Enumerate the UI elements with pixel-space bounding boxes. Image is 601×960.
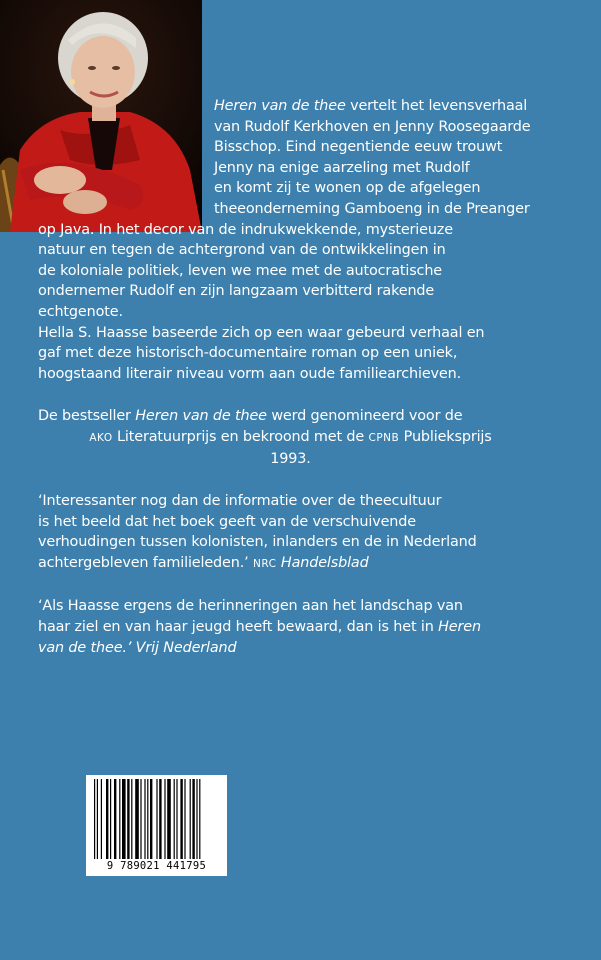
book-title: Heren van de thee [135, 408, 267, 425]
award-line-3: 1993. [270, 450, 311, 467]
summary-line: hoogstaand literair niveau vorm aan oude familiearchieven. [38, 365, 462, 382]
quote-line: verhoudingen tussen kolonisten, inlanders en de in Nederland [38, 534, 477, 551]
summary-line: theeonderneming Gamboeng in de Preanger [214, 200, 530, 217]
award-line-2 [38, 427, 583, 449]
summary-line-1 [38, 96, 583, 117]
quote-line: ‘Als Haasse ergens de herinneringen aan het landschap van [38, 598, 463, 615]
summary-line: van Rudolf Kerkhoven en Jenny Roosegaarde [214, 118, 531, 135]
quote-text: haar ziel en van haar jeugd heeft bewaard, dan is het in [38, 619, 439, 636]
summary-line: Hella S. Haasse baseerde zich op een waar gebeurd verhaal en [38, 324, 485, 341]
award-text: De bestseller [38, 408, 136, 425]
summary-line: Bisschop. Eind negentiende eeuw trouwt [214, 139, 503, 156]
quote-source-nrc: NRC [253, 557, 277, 570]
quote-text: achtergebleven familieleden.’ [38, 554, 253, 571]
quote-line: ‘Interessanter nog dan de informatie over de theecultuur [38, 493, 442, 510]
quote-line [38, 638, 583, 659]
ako-label: AKO [89, 431, 113, 444]
summary-line: de koloniale politiek, leven we mee met de autocratische [38, 262, 442, 279]
award-text: Publieksprijs [399, 428, 492, 445]
quote-source-handelsblad: Handelsblad [276, 554, 369, 571]
award-text: werd genomineerd voor de [266, 408, 463, 425]
isbn-barcode [86, 775, 227, 876]
summary-line: gaf met deze historisch-documentaire roman op een uniek, [38, 345, 458, 362]
book-title: Heren van de thee [214, 98, 346, 114]
summary-line: ondernemer Rudolf en zijn langzaam verbitterd rakende [38, 283, 435, 300]
quote-line [38, 553, 583, 575]
quote-line: is het beeld dat het boek geeft van de verschuivende [38, 513, 416, 530]
cpnb-label: CPNB [368, 431, 400, 444]
blurb [38, 96, 583, 658]
summary-line: en komt zij te wonen op de afgelegen [214, 180, 481, 197]
summary-line: Jenny na enige aarzeling met Rudolf [214, 159, 470, 176]
summary-line: natuur en tegen de achtergrond van de ontwikkelingen in [38, 242, 446, 259]
book-title: Heren [438, 619, 481, 636]
quote-line [38, 617, 583, 638]
quote-source-vrij-nederland: van de thee.’ Vrij Nederland [38, 639, 237, 656]
summary-text: vertelt het levensverhaal [345, 98, 528, 114]
award-text: Literatuurprijs en bekroond met de [112, 428, 369, 445]
award-line-1 [38, 406, 583, 427]
isbn-digits: 9 789021 441795 [106, 860, 207, 872]
barcode-bars [93, 779, 220, 859]
summary-line: op Java. In het decor van de indrukwekkende, mysterieuze [38, 221, 453, 238]
summary-line: echtgenote. [38, 303, 123, 320]
